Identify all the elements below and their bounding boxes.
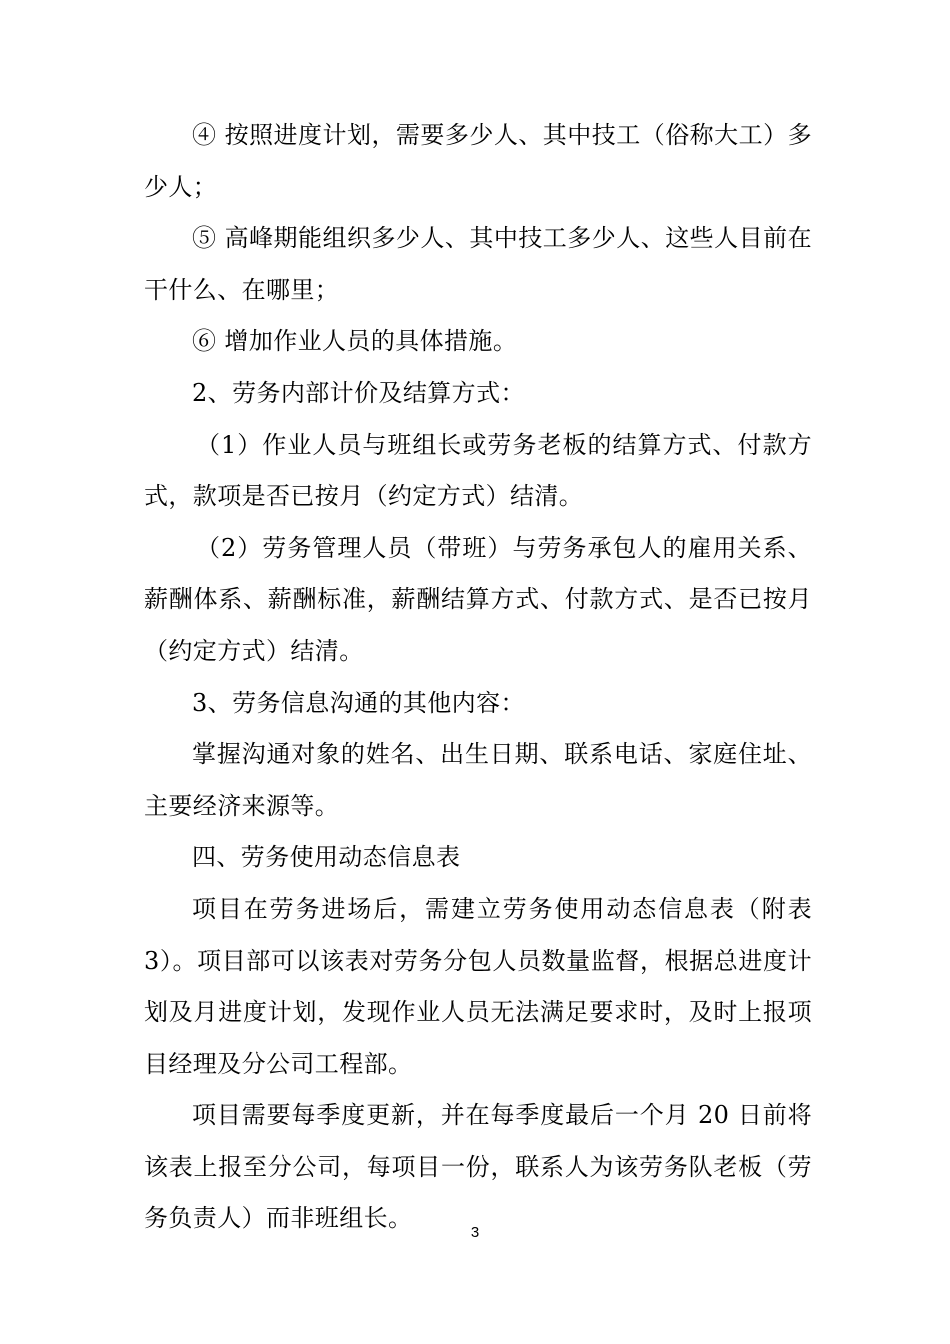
paragraph-item-5: ⑤ 高峰期能组织多少人、其中技工多少人、这些人目前在干什么、在哪里； bbox=[144, 224, 812, 304]
paragraph-quarterly-update: 项目需要每季度更新，并在每季度最后一个月 20 日前将该表上报至分公司，每项目一份，联系人为该劳务队老板（劳务负责人）而非班组长。 bbox=[144, 1101, 812, 1233]
paragraph-communication: 掌握沟通对象的姓名、出生日期、联系电话、家庭住址、主要经济来源等。 bbox=[144, 740, 812, 820]
body-text bbox=[144, 110, 812, 1245]
chapter-heading-4: 四、劳务使用动态信息表 bbox=[192, 843, 461, 872]
section-heading-3: 3、劳务信息沟通的其他内容： bbox=[192, 688, 525, 717]
page-number: 3 bbox=[470, 1224, 480, 1241]
paragraph-sub-1: （1）作业人员与班组长或劳务老板的结算方式、付款方式，款项是否已按月（约定方式）结清。 bbox=[144, 430, 812, 511]
paragraph-dynamic-table: 项目在劳务进场后，需建立劳务使用动态信息表（附表 3）。项目部可以该表对劳务分包人员数量监督，根据总进度计划及月进度计划，发现作业人员无法满足要求时，及时上报项目经理及分公司工程部。 bbox=[144, 894, 812, 1078]
section-heading-2: 2、劳务内部计价及结算方式： bbox=[192, 378, 525, 407]
paragraph-sub-2: （2）劳务管理人员（带班）与劳务承包人的雇用关系、薪酬体系、薪酬标准，薪酬结算方式、付款方式、是否已按月（约定方式）结清。 bbox=[144, 533, 812, 665]
paragraph-item-6: ⑥ 增加作业人员的具体措施。 bbox=[192, 327, 518, 356]
paragraph-item-4: ④ 按照进度计划，需要多少人、其中技工（俗称大工）多少人； bbox=[144, 121, 812, 201]
